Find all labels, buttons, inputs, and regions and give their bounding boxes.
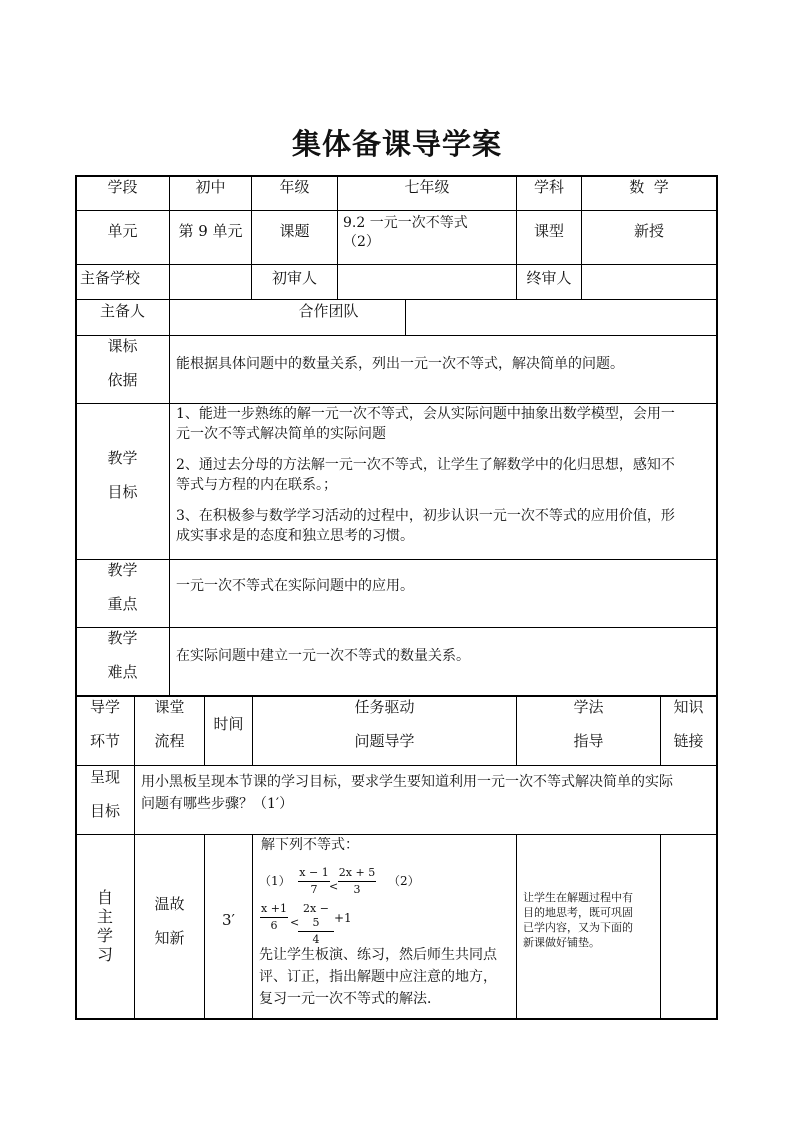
col-method-1: 学法 (573, 698, 604, 716)
col-task-1: 任务驱动 (354, 698, 415, 716)
method-1: 让学生在解题过程中有 (523, 891, 633, 904)
q1-rhs-num: 2x + 5 (338, 866, 376, 879)
difficulty-label-2: 难点 (107, 663, 138, 681)
q1-rhs-fraction (338, 866, 376, 897)
col-link-1: 知识 (673, 698, 704, 716)
goals-label-2: 目标 (107, 483, 138, 501)
col-stage-2: 环节 (89, 732, 120, 750)
goal-1-line-2: 元一次不等式解决简单的实际问题 (176, 426, 386, 442)
page-title: 集体备课导学案 (291, 127, 502, 161)
q2-tail: +1 (334, 911, 352, 925)
method-4: 新课做好铺垫。 (523, 936, 600, 949)
present-text-2: 问题有哪些步骤？（1′） (141, 796, 294, 812)
difficulty-text: 在实际问题中建立一元一次不等式的数量关系。 (176, 648, 470, 664)
col-task-2: 问题导学 (354, 732, 415, 750)
label-stage: 学段 (107, 178, 138, 196)
q1-label: （1） (259, 874, 291, 888)
basis-text: 能根据具体问题中的数量关系，列出一元一次不等式，解决简单的问题。 (176, 356, 624, 372)
col-time: 时间 (213, 715, 244, 733)
label-grade: 年级 (279, 178, 310, 196)
exercise-desc-2: 评、订正，指出解题中应注意的地方， (259, 969, 497, 985)
label-lesson-type: 课型 (533, 222, 564, 240)
self-study-flow-1: 温故 (154, 895, 185, 913)
q2-lhs-num: x +1 (261, 902, 287, 915)
q2-rhs-num: 2x − 5 (303, 902, 329, 929)
value-topic-line1: 9.2 一元一次不等式 (343, 215, 468, 231)
exercise-desc-1: 先让学生板演、练习，然后师生共同点 (259, 947, 497, 963)
present-label-2: 目标 (89, 802, 120, 820)
label-topic: 课题 (279, 222, 310, 240)
label-unit: 单元 (107, 222, 138, 240)
key-label-2: 重点 (107, 595, 138, 613)
key-text: 一元一次不等式在实际问题中的应用。 (176, 578, 414, 594)
method-2: 目的地思考，既可巩固 (523, 906, 633, 919)
goal-3-line-1: 3、在积极参与数学学习活动的过程中，初步认识一元一次不等式的应用价值，形 (176, 508, 675, 524)
label-final-reviewer: 终审人 (526, 269, 572, 287)
goal-1-line-1: 1、能进一步熟练的解一元一次不等式，会从实际问题中抽象出数学模型，会用一 (176, 406, 675, 422)
value-grade: 七年级 (404, 178, 450, 196)
q2-lhs-den: 6 (270, 919, 278, 932)
label-team: 合作团队 (298, 302, 359, 320)
self-study-stage: 自主学习 (96, 888, 113, 964)
col-link-2: 链接 (673, 732, 704, 750)
q1-lhs-den: 7 (310, 883, 318, 896)
q1-lhs-num: x − 1 (299, 866, 329, 879)
goal-3-line-2: 成实事求是的态度和独立思考的习惯。 (176, 528, 414, 544)
col-flow-1: 课堂 (154, 698, 185, 716)
col-stage-1: 导学 (89, 698, 120, 716)
self-study-time: 3′ (222, 911, 235, 929)
value-stage: 初中 (195, 178, 226, 196)
col-flow-2: 流程 (154, 732, 185, 750)
value-lesson-type: 新授 (633, 222, 664, 240)
label-main-preparer: 主备人 (99, 302, 145, 320)
exercise-intro: 解下列不等式： (261, 837, 359, 853)
q1-rhs-den: 3 (353, 883, 361, 896)
goal-2-line-2: 等式与方程的内在联系。； (176, 477, 337, 493)
present-text-1: 用小黑板呈现本节课的学习目标，要求学生要知道利用一元一次不等式解决简单的实际 (141, 774, 673, 790)
label-main-school: 主备学校 (80, 269, 141, 287)
q2-lhs-fraction (260, 902, 288, 933)
q1-op: < (329, 880, 339, 893)
goals-label-1: 教学 (107, 449, 138, 467)
self-study-flow-2: 知新 (154, 929, 185, 947)
label-first-reviewer: 初审人 (271, 269, 317, 287)
method-3: 已学内容，又为下面的 (523, 921, 633, 934)
difficulty-label-1: 教学 (107, 629, 138, 647)
key-label-1: 教学 (107, 561, 138, 579)
basis-label-1: 课标 (107, 337, 138, 355)
value-subject: 数 学 (629, 178, 669, 196)
label-subject: 学科 (533, 178, 564, 196)
exercise-desc-3: 复习一元一次不等式的解法． (259, 991, 441, 1007)
q1-lhs-fraction (298, 866, 330, 897)
basis-label-2: 依据 (107, 371, 138, 389)
q2-rhs-fraction (298, 902, 334, 947)
col-method-2: 指导 (573, 732, 604, 750)
goal-2-line-1: 2、通过去分母的方法解一元一次不等式，让学生了解数学中的化归思想，感知不 (176, 457, 675, 473)
q2-op: < (290, 916, 300, 929)
q2-rhs-den: 4 (312, 933, 320, 946)
value-topic-line2: （2） (343, 234, 380, 250)
value-unit: 第 9 单元 (178, 222, 243, 240)
q2-label: （2） (388, 874, 420, 888)
present-label-1: 呈现 (89, 768, 120, 786)
